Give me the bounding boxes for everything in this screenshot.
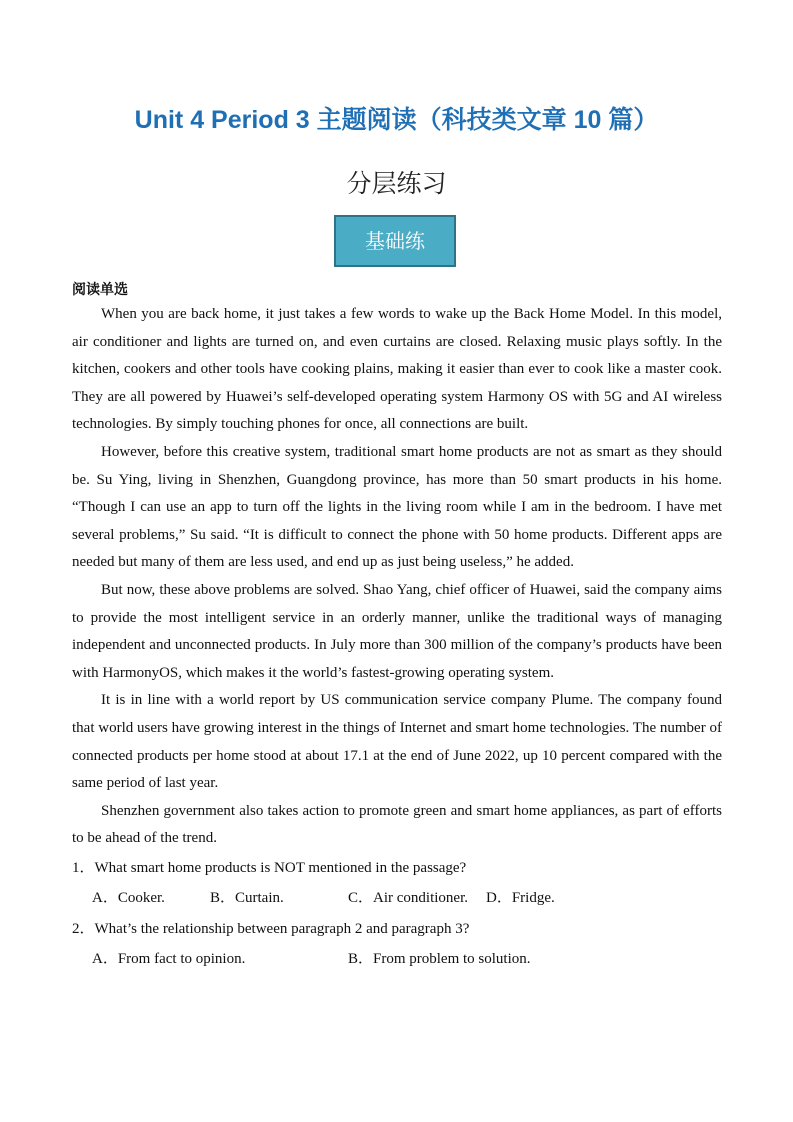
option-b: B．From problem to solution. — [348, 950, 531, 967]
option-a: A．From fact to opinion. — [92, 950, 246, 967]
passage-paragraph: When you are back home, it just takes a few words to wake up the Back Home Model. In this model, air conditioner and lights are turned on, and even curtains are closed. Relaxing music plays softly. In the kitchen, cookers and other tools have cooking plains, making it easier than ever to cook like a master cook. They are all powered by Huawei’s self-developed operating system Harmony OS with 5G and AI wireless technologies. By simply touching phones for once, all connections are built. — [72, 306, 722, 433]
question-2 — [72, 914, 722, 975]
option-b: B．Curtain. — [210, 889, 284, 906]
worksheet-body — [72, 279, 722, 975]
option-d: D．Fridge. — [486, 889, 555, 906]
level-badge: 基础练 — [334, 215, 456, 267]
answer-options — [72, 883, 722, 914]
question-1 — [72, 853, 722, 914]
passage-paragraph: But now, these above problems are solved. Shao Yang, chief officer of Huawei, said the company aims to provide the most intelligent service in an orderly manner, unlike the traditional ways of managing independent and unconnected products. In July more than 300 million of the company’s products have been with HarmonyOS, which makes it the world’s fastest-growing operating system. — [72, 581, 722, 681]
answer-options — [72, 944, 722, 975]
section-label: 阅读单选 — [72, 282, 128, 298]
reading-passage — [72, 301, 722, 853]
document-subtitle: 分层练习 — [346, 169, 447, 198]
question-stem: 2．What’s the relationship between paragraph 2 and paragraph 3? — [72, 920, 470, 937]
option-a: A．Cooker. — [92, 889, 165, 906]
passage-paragraph: Shenzhen government also takes action to promote green and smart home appliances, as part of efforts to be ahead of the trend. — [72, 802, 722, 847]
document-title: Unit 4 Period 3 主题阅读（科技类文章 10 篇） — [134, 106, 659, 134]
passage-paragraph: However, before this creative system, traditional smart home products are not as smart as they should be. Su Ying, living in Shenzhen, Guangdong province, has more than 50 smart products in his home. “Though I can use an app to turn off the lights in the living room while I am in the bedroom. I have met several problems,” Su said. “It is difficult to connect the phone with 50 home products. Different apps are needed but many of them are less used, and end up as just being useless,” he added. — [72, 443, 722, 571]
passage-paragraph: It is in line with a world report by US communication service company Plume. The company found that world users have growing interest in the things of Internet and smart home technologies. The number of connected products per home stood at about 17.1 at the end of June 2022, up 10 percent compared with the same period of last year. — [72, 692, 722, 792]
question-stem: 1．What smart home products is NOT mentioned in the passage? — [72, 859, 467, 876]
option-c: C．Air conditioner. — [348, 889, 468, 906]
